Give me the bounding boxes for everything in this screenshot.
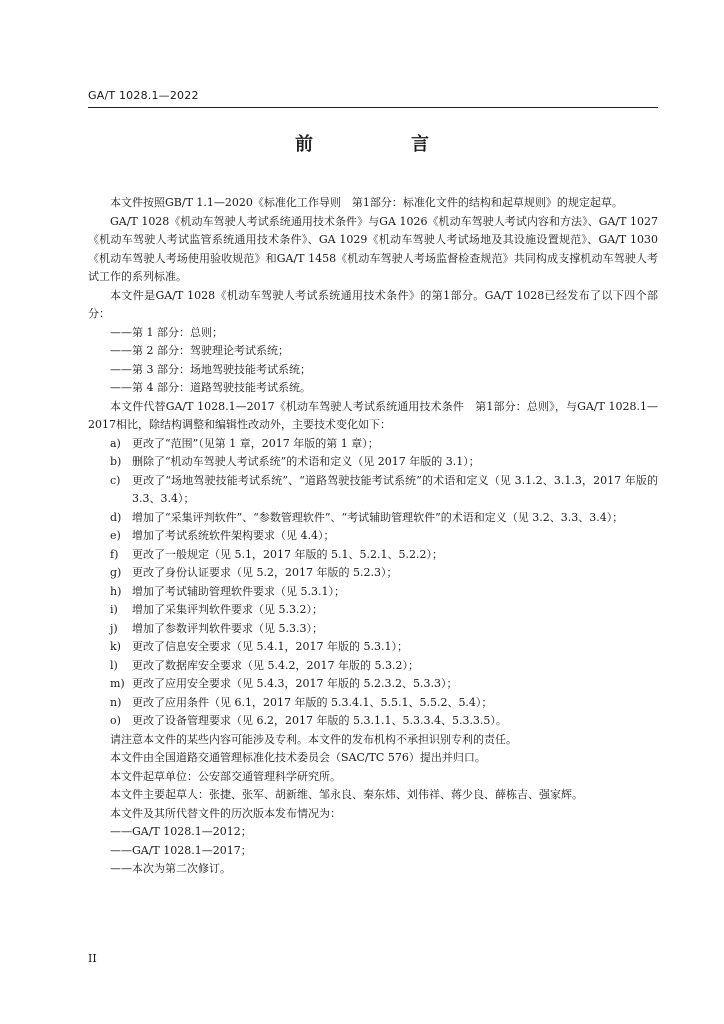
- change-list-item: [88, 694, 658, 713]
- change-text: 删除了“机动车驾驶人考试系统”的术语和定义（见 2017 年版的 3.1）；: [132, 455, 480, 468]
- part-list-item: ——第 3 部分：场地驾驶技能考试系统；: [110, 362, 311, 376]
- change-list-item: [88, 712, 658, 731]
- history-list-item: ——GA/T 1028.1—2012；: [110, 825, 252, 838]
- change-list-item: [88, 546, 658, 565]
- change-list-item: [88, 675, 658, 694]
- change-label: n): [110, 695, 122, 709]
- history-list-item: ——本次为第二次修订。: [110, 862, 231, 875]
- change-list-item: [88, 601, 658, 620]
- change-label: h): [110, 584, 122, 598]
- page-number: II: [88, 952, 97, 965]
- change-list-item: [88, 509, 658, 528]
- change-text: 更改了信息安全要求（见 5.4.1，2017 年版的 5.3.1）；: [132, 640, 408, 653]
- change-text: 更改了应用条件（见 6.1，2017 年版的 5.3.4.1、5.5.1、5.5.2、5.4）；: [132, 695, 493, 709]
- replacement-paragraph: 本文件代替GA/T 1028.1—2017《机动车驾驶人考试系统通用技术条件 第1部分：总则》，与GA/T 1028.1—2017相比，除结构调整和编辑性改动外，主要技术变化如下：: [88, 399, 658, 431]
- change-label: l): [110, 658, 118, 672]
- change-list-item: [88, 453, 658, 472]
- closing-paragraph: 本文件由全国道路交通管理标准化技术委员会（SAC/TC 576）提出并归口。: [110, 751, 486, 764]
- change-text: 增加了考试辅助管理软件要求（见 5.3.1）；: [132, 584, 345, 598]
- change-text: 增加了“采集评判软件”、“参数管理软件”、“考试辅助管理软件”的术语和定义（见 3.2、3.3、3.4）；: [132, 510, 624, 524]
- change-label: g): [110, 566, 122, 579]
- change-label: i): [110, 603, 118, 616]
- part-list-item: ——第 1 部分：总则；: [110, 325, 223, 339]
- change-list-item: [88, 657, 658, 676]
- change-text: 增加了考试系统软件架构要求（见 4.4）；: [132, 529, 335, 542]
- change-text: 更改了“范围”（见第 1 章，2017 年版的第 1 章）；: [132, 436, 379, 450]
- change-label: o): [110, 714, 121, 727]
- change-label: k): [110, 640, 121, 653]
- intro-paragraph: GA/T 1028《机动车驾驶人考试系统通用技术条件》与GA 1026《机动车驾驶人考试内容和方法》、GA/T 1027《机动车驾驶人考试监管系统通用技术条件》、GA 1029《机动车驾驶人考试场地及其设施设置规范》、GA/T 1030《机动车驾驶人考场使用验收规范》和GA/T 1458《机动车驾驶人考场监督检查规范》共同构成支撑机动车驾驶人考试工作的系列标准。: [88, 214, 658, 283]
- change-text: 更改了应用安全要求（见 5.4.3，2017 年版的 5.2.3.2、5.3.3）；: [132, 677, 458, 690]
- change-text: 更改了一般规定（见 5.1，2017 年版的 5.1、5.2.1、5.2.2）；: [132, 547, 443, 561]
- change-list-item: [88, 620, 658, 639]
- change-label: m): [110, 677, 125, 690]
- change-text: 更改了“场地驾驶技能考试系统”、“道路驾驶技能考试系统”的术语和定义（见 3.1.2、3.1.3，2017 年版的 3.3、3.4）；: [132, 473, 658, 505]
- change-text: 更改了身份认证要求（见 5.2，2017 年版的 5.2.3）；: [132, 566, 398, 579]
- change-text: 更改了设备管理要求（见 6.2，2017 年版的 5.3.1.1、5.3.3.4、5.3.3.5）。: [132, 714, 507, 727]
- page-title: 前 言: [295, 134, 469, 155]
- part-list-item: ——第 2 部分：驾驶理论考试系统；: [110, 344, 289, 357]
- change-list-item: [88, 527, 658, 546]
- change-label: b): [110, 455, 122, 468]
- intro-paragraph: 本文件按照GB/T 1.1—2020《标准化工作导则 第1部分：标准化文件的结构和起草规则》的规定起草。: [110, 196, 623, 209]
- change-label: f): [110, 547, 119, 561]
- part-list-item: ——第 4 部分：道路驾驶技能考试系统。: [110, 381, 311, 394]
- intro-paragraph: 本文件是GA/T 1028《机动车驾驶人考试系统通用技术条件》的第1部分。GA/T 1028已经发布了以下四个部分：: [88, 288, 658, 320]
- closing-paragraph: 请注意本文件的某些内容可能涉及专利。本文件的发布机构不承担识别专利的责任。: [110, 732, 517, 746]
- change-text: 增加了采集评判软件要求（见 5.3.2）；: [132, 603, 323, 616]
- history-list-item: ——GA/T 1028.1—2017；: [110, 843, 252, 857]
- standard-code: GA/T 1028.1—2022: [88, 89, 199, 102]
- change-list-item: [88, 564, 658, 583]
- header-divider: [88, 107, 658, 108]
- foreword-body: [88, 194, 658, 879]
- change-text: 更改了数据库安全要求（见 5.4.2，2017 年版的 5.3.2）；: [132, 658, 419, 672]
- change-label: e): [110, 529, 121, 542]
- closing-paragraph: 本文件起草单位：公安部交通管理科学研究所。: [110, 769, 341, 783]
- closing-paragraph: 本文件及其所代替文件的历次版本发布情况为：: [110, 806, 341, 820]
- change-list-item: [88, 472, 658, 509]
- change-label: c): [110, 473, 121, 487]
- change-label: j): [110, 621, 118, 635]
- change-list-item: [88, 435, 658, 454]
- change-list-item: [88, 583, 658, 602]
- change-text: 增加了参数评判软件要求（见 5.3.3）；: [132, 621, 323, 635]
- change-list-item: [88, 638, 658, 657]
- closing-paragraph: 本文件主要起草人：张捷、张军、胡新维、邹永良、秦东炜、刘伟祥、蒋少良、薛栋吉、强家辉。: [110, 788, 583, 801]
- change-label: d): [110, 510, 122, 524]
- change-label: a): [110, 436, 121, 450]
